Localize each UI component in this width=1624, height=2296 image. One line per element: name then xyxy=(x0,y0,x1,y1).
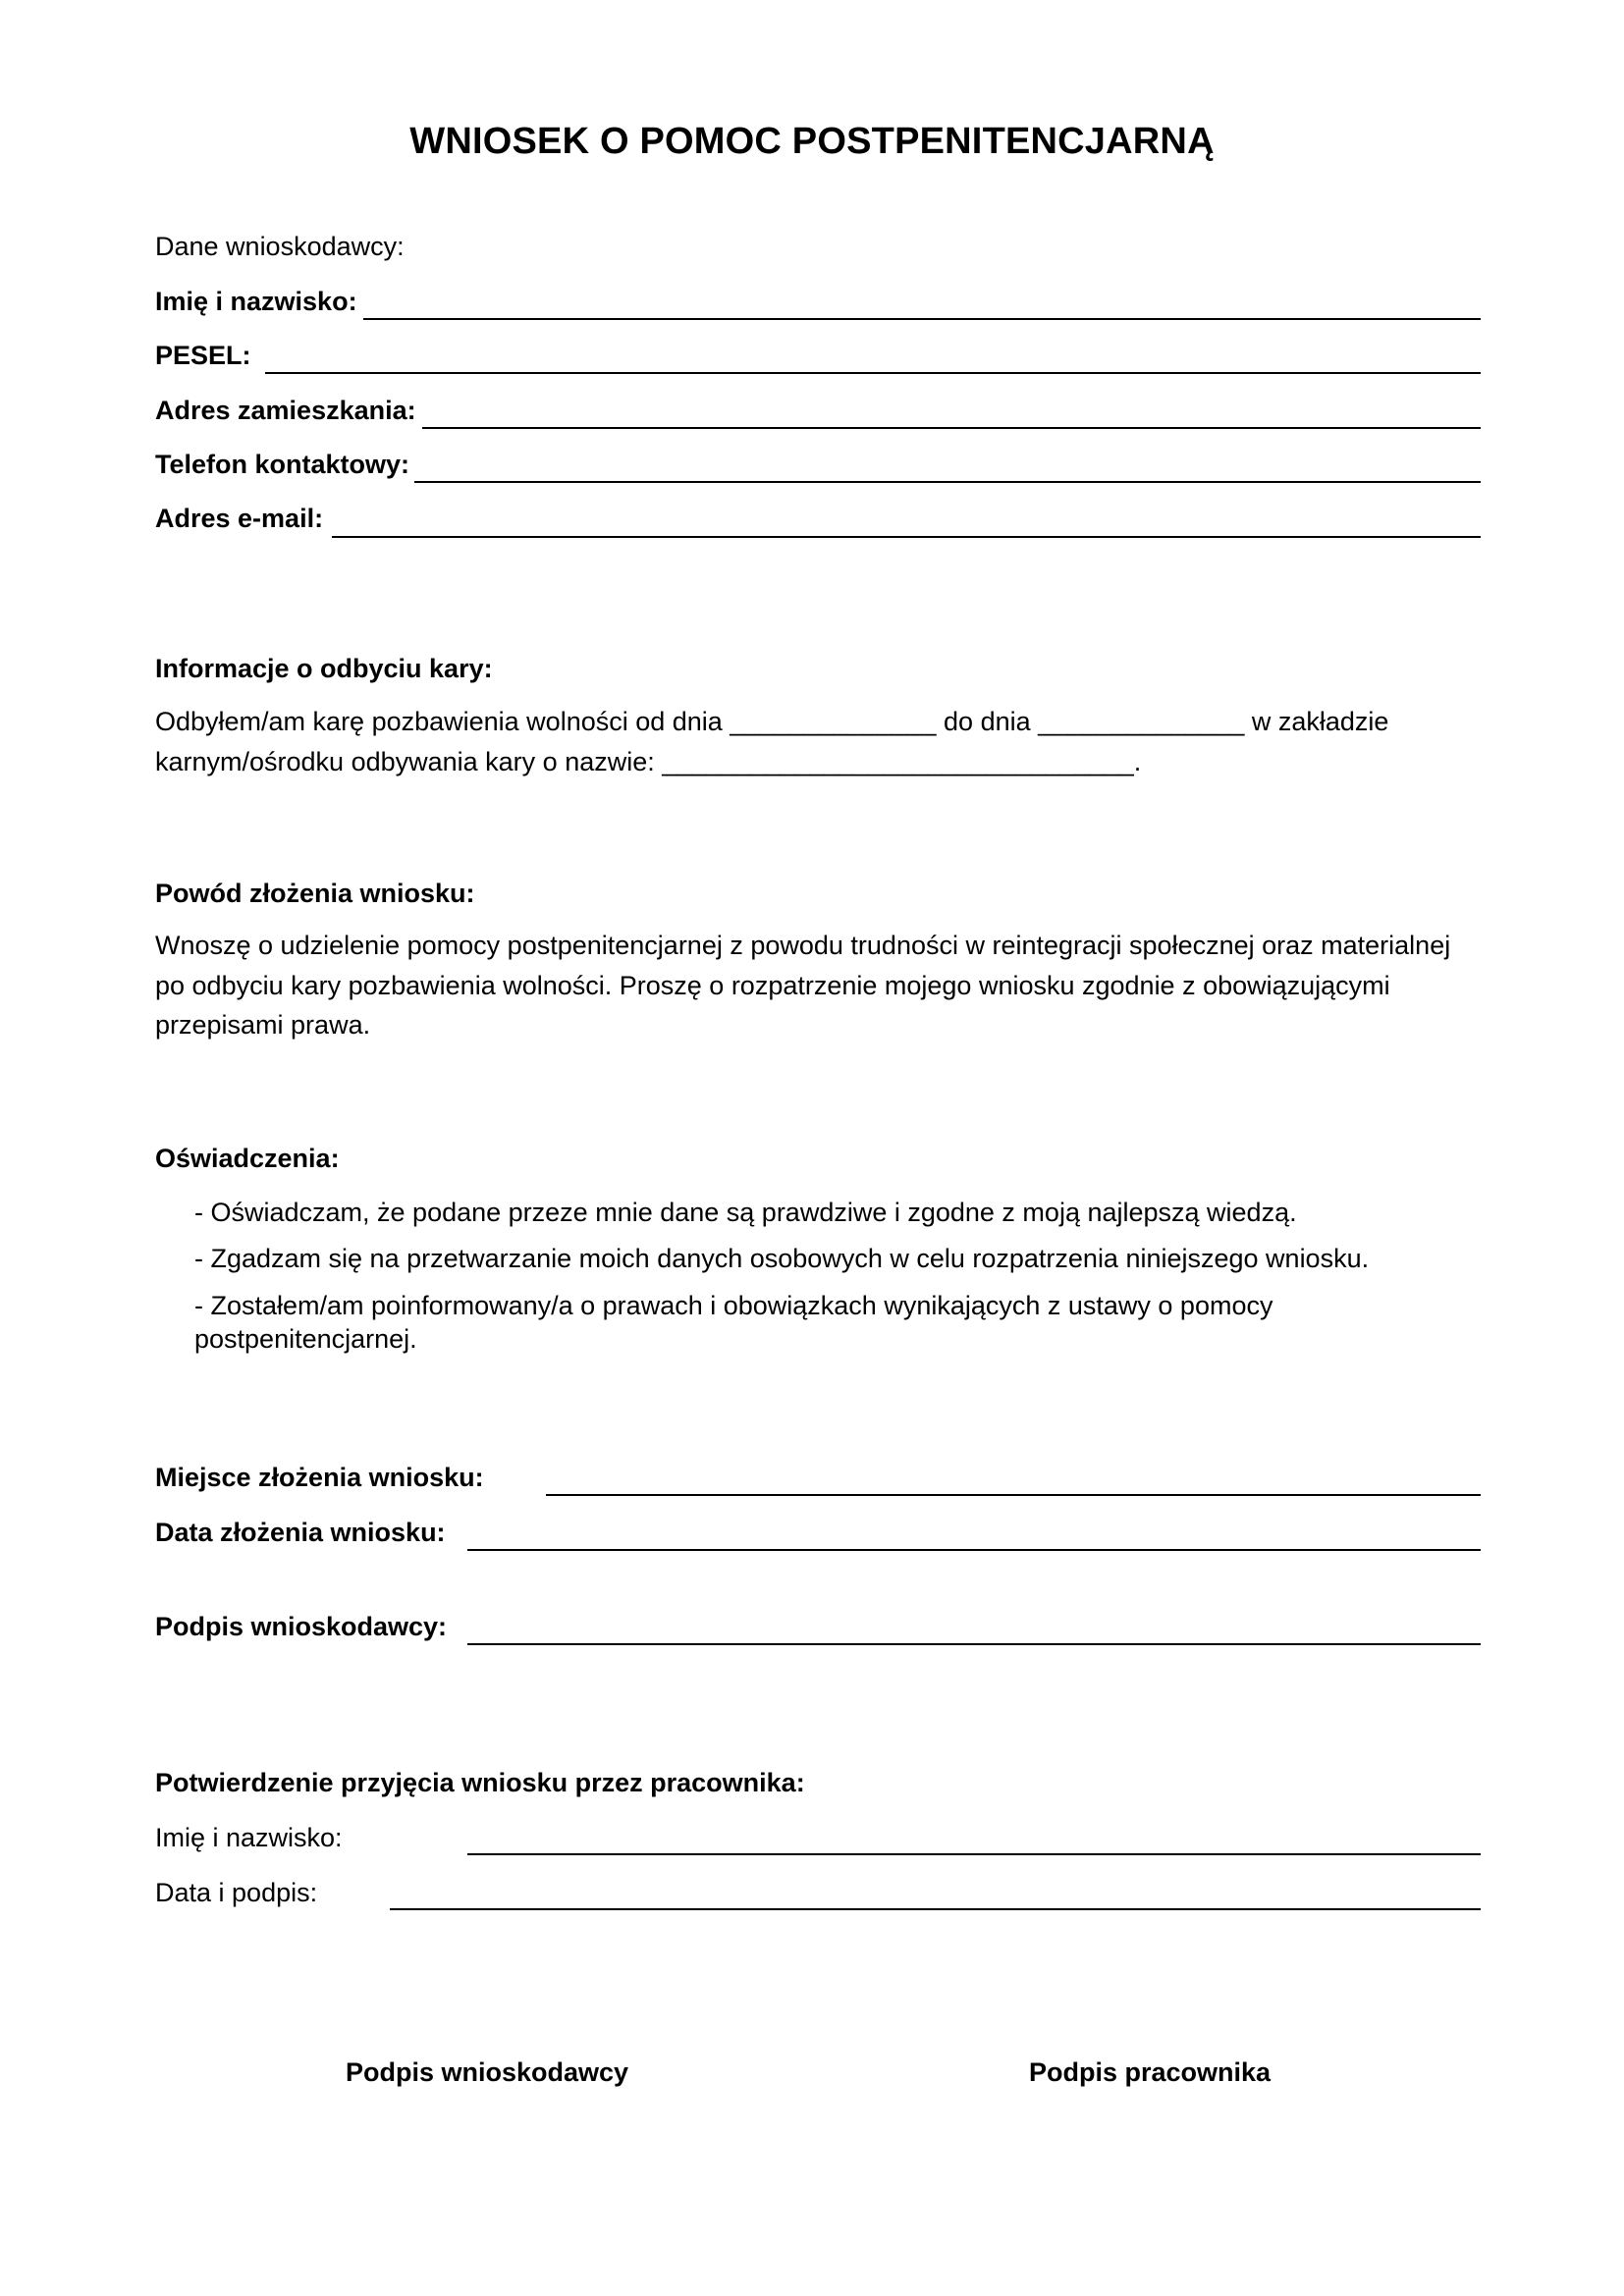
employee-name-label: Imię i nazwisko: xyxy=(155,1823,343,1852)
submission-place-label: Miejsce złożenia wniosku: xyxy=(155,1463,484,1492)
name-field-line[interactable] xyxy=(363,318,1481,320)
reason-text: Wnoszę o udzielenie pomocy postpenitencjarnej z powodu trudności w reintegracji społecznej oraz materialnej po odbyciu kary pozbawienia wolności. Proszę o rozpatrzenie mojego wniosku zgodnie z obowiązującymi przepisami prawa. xyxy=(155,931,1451,1040)
employee-signature-caption: Podpis pracownika xyxy=(1028,2057,1272,2087)
phone-field-line[interactable] xyxy=(414,481,1481,483)
sentence-line-1: Odbyłem/am karę pozbawienia wolności od dnia ______________ do dnia ______________ w zakładzie xyxy=(155,707,1389,736)
submission-date-line[interactable] xyxy=(467,1549,1481,1551)
applicant-signature-label: Podpis wnioskodawcy: xyxy=(155,1612,448,1641)
name-label: Imię i nazwisko: xyxy=(155,287,357,316)
employee-date-signature-label: Data i podpis: xyxy=(155,1878,318,1907)
sentence-line-2: karnym/ośrodku odbywania kary o nazwie: ________________________________. xyxy=(155,747,1142,776)
sentence-heading: Informacje o odbyciu kary: xyxy=(155,654,493,683)
submission-date-label: Data złożenia wniosku: xyxy=(155,1518,446,1547)
applicant-section-label: Dane wnioskodawcy: xyxy=(155,232,405,261)
applicant-signature-caption: Podpis wnioskodawcy xyxy=(345,2057,629,2087)
document-title: WNIOSEK O POMOC POSTPENITENCJARNĄ xyxy=(409,121,1215,162)
declaration-item: - Zostałem/am poinformowany/a o prawach i obowiązkach wynikających z ustawy o pomocy postpenitencjarnej. xyxy=(194,1291,1273,1354)
email-field-line[interactable] xyxy=(332,536,1481,538)
employee-date-signature-line[interactable] xyxy=(390,1908,1481,1910)
confirmation-heading: Potwierdzenie przyjęcia wniosku przez pracownika: xyxy=(155,1768,805,1797)
submission-place-line[interactable] xyxy=(546,1494,1481,1496)
pesel-label: PESEL: xyxy=(155,341,251,370)
declarations-heading: Oświadczenia: xyxy=(155,1144,340,1173)
reason-heading: Powód złożenia wniosku: xyxy=(155,879,475,908)
declaration-item: - Zgadzam się na przetwarzanie moich danych osobowych w celu rozpatrzenia niniejszego wniosku. xyxy=(194,1244,1370,1273)
email-label: Adres e-mail: xyxy=(155,504,324,533)
employee-name-line[interactable] xyxy=(467,1853,1481,1855)
address-label: Adres zamieszkania: xyxy=(155,396,416,425)
phone-label: Telefon kontaktowy: xyxy=(155,450,410,479)
pesel-field-line[interactable] xyxy=(265,372,1481,374)
declaration-item: - Oświadczam, że podane przeze mnie dane są prawdziwe i zgodne z moją najlepszą wiedzą. xyxy=(194,1198,1297,1227)
address-field-line[interactable] xyxy=(422,427,1481,429)
applicant-signature-line[interactable] xyxy=(467,1643,1481,1645)
